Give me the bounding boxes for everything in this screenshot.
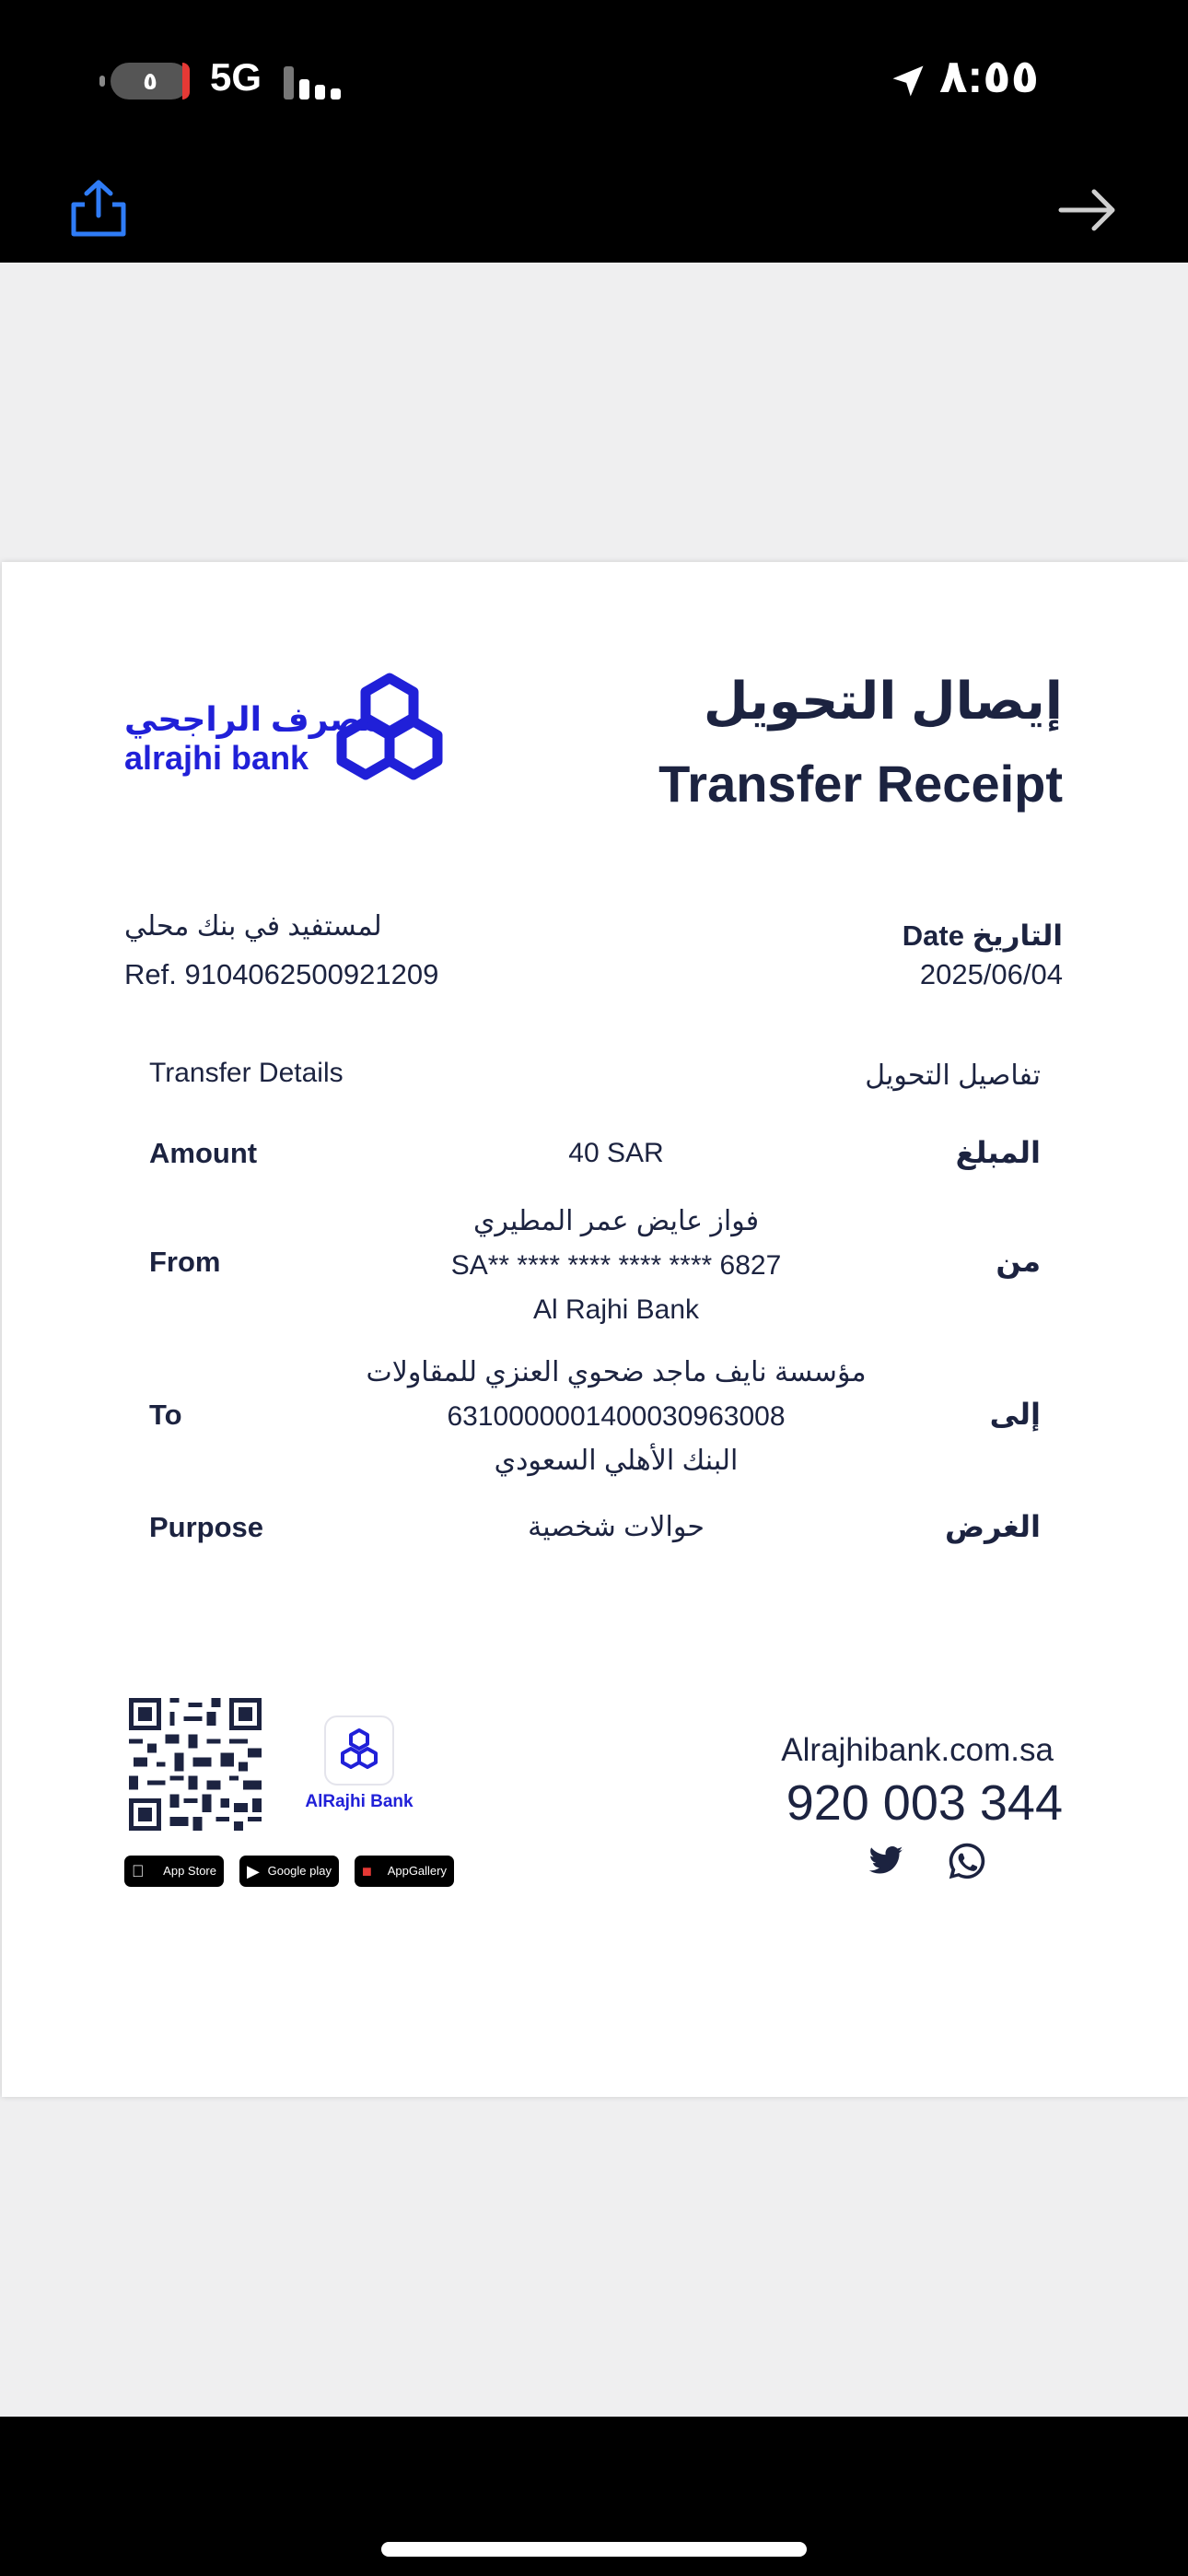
app-gallery-badge[interactable] bbox=[355, 1856, 454, 1887]
amount: 40 SAR bbox=[568, 1138, 664, 1168]
network-type: 5G bbox=[210, 55, 262, 99]
transfer-details-heading-ar: تفاصيل التحويل bbox=[865, 1060, 1041, 1091]
play-icon: ▶ bbox=[247, 1862, 260, 1880]
huawei-icon: ■ bbox=[362, 1862, 372, 1880]
recipient-bank: البنك الأهلي السعودي bbox=[494, 1446, 739, 1476]
to-details bbox=[2, 1351, 1188, 1483]
twitter-icon[interactable] bbox=[866, 1843, 906, 1879]
purpose-label-ar: الغرض bbox=[945, 1510, 1041, 1543]
purpose: حوالات شخصية bbox=[528, 1512, 705, 1542]
purpose-label-en: Purpose bbox=[149, 1511, 264, 1543]
beneficiary-type: لمستفيد في بنك محلي bbox=[124, 911, 382, 942]
from-label-en: From bbox=[149, 1246, 221, 1278]
amount-label-en: Amount bbox=[149, 1137, 258, 1169]
app-store-badge[interactable] bbox=[124, 1856, 224, 1887]
amount-value bbox=[2, 1131, 1188, 1176]
share-icon[interactable] bbox=[66, 177, 131, 241]
home-indicator[interactable] bbox=[381, 2542, 807, 2557]
transfer-details-heading-en: Transfer Details bbox=[149, 1058, 344, 1088]
app-icon-tile bbox=[324, 1715, 394, 1786]
google-play-label: Google play bbox=[267, 1864, 332, 1878]
from-label-ar: من bbox=[996, 1245, 1041, 1278]
date-label: Date التاريخ bbox=[902, 919, 1063, 952]
from-details bbox=[2, 1200, 1188, 1332]
alrajhi-app-icon bbox=[326, 1717, 392, 1784]
receipt-title-en: Transfer Receipt bbox=[658, 755, 1063, 813]
qr-code bbox=[129, 1698, 262, 1831]
amount-label-ar: المبلغ bbox=[955, 1136, 1041, 1169]
app-label: AlRajhi Bank bbox=[305, 1792, 413, 1811]
to-label-en: To bbox=[149, 1399, 182, 1431]
sender-name: فواز عايض عمر المطيري bbox=[472, 1206, 760, 1236]
phone-number[interactable]: 920 003 344 bbox=[786, 1775, 1063, 1831]
sender-bank: Al Rajhi Bank bbox=[532, 1294, 700, 1325]
battery-badge: ٥ bbox=[111, 63, 190, 100]
reference-number: Ref. 9104062500921209 bbox=[124, 958, 439, 990]
signal-icon bbox=[284, 63, 348, 100]
app-store-label: App Store bbox=[163, 1864, 216, 1878]
recipient-name: مؤسسة نايف ماجد ضحوي العنزي للمقاولات bbox=[366, 1357, 867, 1388]
location-arrow-icon bbox=[888, 61, 928, 101]
status-bar bbox=[0, 0, 1188, 157]
recipient-account: 63100000014000309630​08 bbox=[447, 1401, 786, 1432]
to-label-ar: إلى bbox=[989, 1398, 1041, 1431]
clock: ٨:٥٥ bbox=[939, 51, 1040, 102]
date-value: 2025/06/04 bbox=[919, 958, 1063, 990]
app-gallery-label: AppGallery bbox=[387, 1864, 447, 1878]
google-play-badge[interactable] bbox=[239, 1856, 339, 1887]
sender-account: SA** **** **** **** **** 6827 bbox=[450, 1250, 782, 1281]
nav-bar bbox=[0, 157, 1188, 263]
transfer-receipt bbox=[2, 562, 1188, 2097]
bank-name-ar: مصرف الراجحي bbox=[124, 700, 383, 738]
apple-icon bbox=[132, 1856, 145, 1887]
whatsapp-icon[interactable] bbox=[947, 1841, 987, 1881]
bank-name-en: alrajhi bank bbox=[124, 739, 309, 777]
forward-arrow-icon[interactable] bbox=[1055, 184, 1120, 236]
website-link[interactable]: Alrajhibank.com.sa bbox=[781, 1732, 1054, 1768]
receipt-title-ar: إيصال التحويل bbox=[703, 672, 1063, 730]
purpose-value bbox=[2, 1505, 1188, 1550]
